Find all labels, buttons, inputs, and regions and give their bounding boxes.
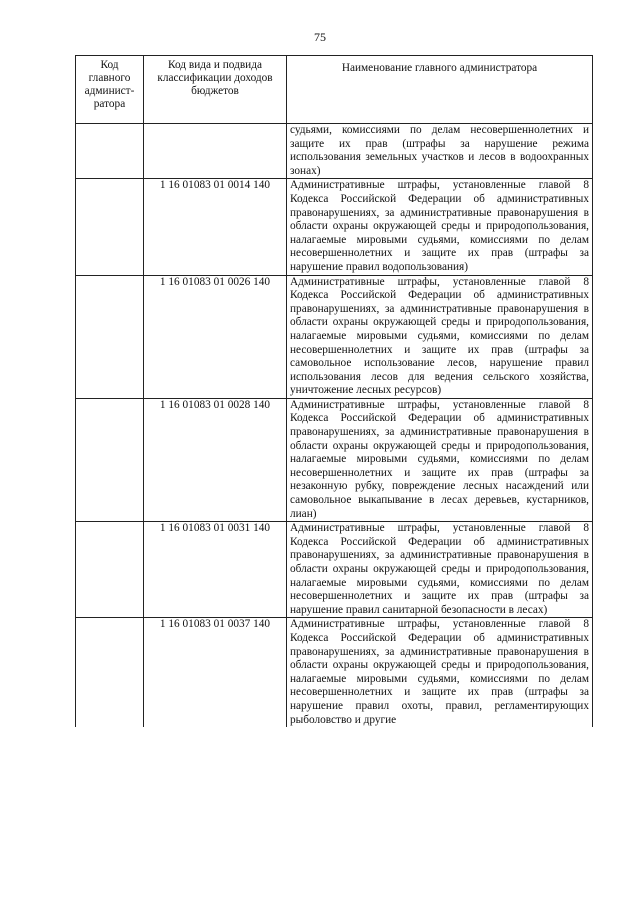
administrator-name-cell: Административные штрафы, установленные главой 8 Кодекса Российской Федерации об административных правонарушениях, за административные правонарушения в области охраны окружающей среды и природопользования, налагаемые мировыми судьями, комиссиями по делам несовершеннолетних и защите их прав (штрафы за самовольное использование лесов, нарушение правил использования лесов для ведения сельского хозяйства, уничтожение лесных ресурсов) <box>287 275 593 398</box>
table-row <box>76 124 593 179</box>
income-code-cell <box>144 124 287 179</box>
income-code-cell: 1 16 01083 01 0014 140 <box>144 179 287 275</box>
header-administrator-name: Наименование главного администратора <box>287 56 593 124</box>
admin-code-cell <box>76 179 144 275</box>
table-row <box>76 522 593 618</box>
header-admin-code: Код главного админист-ратора <box>76 56 144 124</box>
income-code-cell: 1 16 01083 01 0026 140 <box>144 275 287 398</box>
admin-code-cell <box>76 618 144 727</box>
income-code-cell: 1 16 01083 01 0028 140 <box>144 398 287 521</box>
table-row <box>76 179 593 275</box>
administrator-name-cell: Административные штрафы, установленные главой 8 Кодекса Российской Федерации об административных правонарушениях, за административные правонарушения в области охраны окружающей среды и природопользования, налагаемые мировыми судьями, комиссиями по делам несовершеннолетних и защите их прав (штрафы за нарушение правил охоты, правил, регламентирующих рыболовство и другие <box>287 618 593 727</box>
table-row <box>76 275 593 398</box>
table-row <box>76 398 593 521</box>
header-income-code: Код вида и подвида классификации доходов бюджетов <box>144 56 287 124</box>
admin-code-cell <box>76 275 144 398</box>
page-number: 75 <box>314 30 326 44</box>
admin-code-cell <box>76 398 144 521</box>
administrator-name-cell: Административные штрафы, установленные главой 8 Кодекса Российской Федерации об административных правонарушениях, за административные правонарушения в области охраны окружающей среды и природопользования, налагаемые мировыми судьями, комиссиями по делам несовершеннолетних и защите их прав (штрафы за нарушение правил водопользования) <box>287 179 593 275</box>
table-header-row <box>76 56 593 124</box>
administrator-name-cell: Административные штрафы, установленные главой 8 Кодекса Российской Федерации об административных правонарушениях, за административные правонарушения в области охраны окружающей среды и природопользования, налагаемые мировыми судьями, комиссиями по делам несовершеннолетних и защите их прав (штрафы за незаконную рубку, повреждение лесных насаждений или самовольное выкапывание в лесах деревьев, кустарников, лиан) <box>287 398 593 521</box>
admin-code-cell <box>76 522 144 618</box>
administrator-name-cell: Административные штрафы, установленные главой 8 Кодекса Российской Федерации об административных правонарушениях, за административные правонарушения в области охраны окружающей среды и природопользования, налагаемые мировыми судьями, комиссиями по делам несовершеннолетних и защите их прав (штрафы за нарушение правил санитарной безопасности в лесах) <box>287 522 593 618</box>
revenue-classification-table <box>75 55 593 727</box>
table-row <box>76 618 593 727</box>
admin-code-cell <box>76 124 144 179</box>
income-code-cell: 1 16 01083 01 0037 140 <box>144 618 287 727</box>
income-code-cell: 1 16 01083 01 0031 140 <box>144 522 287 618</box>
administrator-name-cell: судьями, комиссиями по делам несовершеннолетних и защите их прав (штрафы за нарушение режима использования земельных участков и лесов в водоохранных зонах) <box>287 124 593 179</box>
